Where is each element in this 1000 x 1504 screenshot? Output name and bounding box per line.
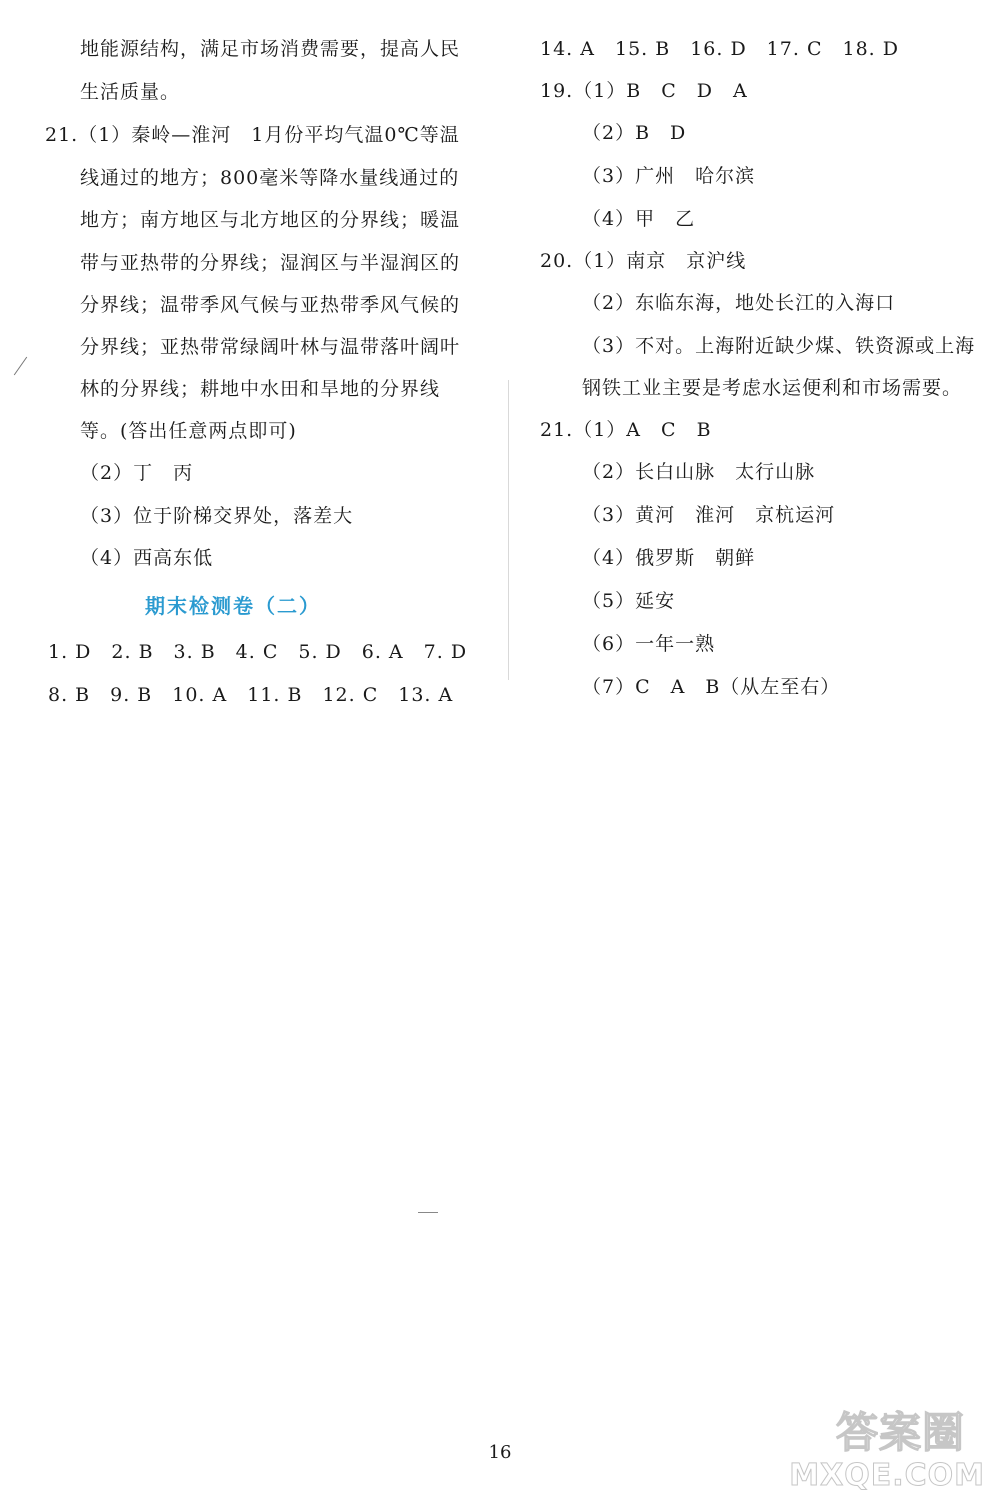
- right-line-10: 21.（1）A C B: [540, 419, 712, 441]
- left-line-11: （2）丁 丙: [80, 462, 194, 484]
- center-dash: [418, 1212, 438, 1213]
- left-line-13: （4）西高东低: [80, 547, 214, 569]
- right-line-3: （2）B D: [582, 122, 687, 144]
- margin-pencil-mark: [14, 357, 27, 376]
- right-line-9: 钢铁工业主要是考虑水运便利和市场需要。: [582, 377, 963, 399]
- right-line-12: （3）黄河 淮河 京杭运河: [582, 504, 836, 526]
- watermark-bottom-text: MXQE.COM: [789, 1458, 985, 1493]
- right-line-4: （3）广州 哈尔滨: [582, 165, 756, 187]
- left-line-2: 生活质量。: [80, 81, 181, 103]
- right-line-6: 20.（1）南京 京沪线: [540, 250, 747, 272]
- column-divider: [508, 380, 509, 680]
- right-line-14: （5）延安: [582, 590, 676, 612]
- left-line-4: 线通过的地方；800毫米等降水量线通过的: [80, 167, 460, 189]
- left-line-6: 带与亚热带的分界线；湿润区与半湿润区的: [80, 252, 461, 274]
- left-line-3: 21.（1）秦岭—淮河 1月份平均气温0℃等温: [45, 124, 460, 146]
- right-line-15: （6）一年一熟: [582, 633, 716, 655]
- left-line-8: 分界线；亚热带常绿阔叶林与温带落叶阔叶: [80, 336, 461, 358]
- watermark-logo: [789, 1400, 995, 1500]
- right-line-11: （2）长白山脉 太行山脉: [582, 461, 816, 483]
- right-line-8: （3）不对。上海附近缺少煤、铁资源或上海: [582, 335, 976, 357]
- page-number: 16: [488, 1442, 512, 1463]
- left-line-1: 地能源结构，满足市场消费需要，提高人民: [80, 38, 461, 60]
- left-line-12: （3）位于阶梯交界处，落差大: [80, 505, 354, 527]
- answers-row-2: 8. B 9. B 10. A 11. B 12. C 13. A: [48, 684, 454, 706]
- right-line-13: （4）俄罗斯 朝鲜: [582, 547, 756, 569]
- watermark-top-text: 答案圈: [835, 1408, 965, 1457]
- left-line-7: 分界线；温带季风气候与亚热带季风气候的: [80, 294, 461, 316]
- section-title: 期末检测卷（二）: [145, 594, 321, 618]
- left-line-5: 地方；南方地区与北方地区的分界线；暖温: [80, 209, 461, 231]
- right-line-1: 14. A 15. B 16. D 17. C 18. D: [540, 38, 899, 60]
- right-line-5: （4）甲 乙: [582, 208, 696, 230]
- left-line-9: 林的分界线；耕地中水田和旱地的分界线: [80, 378, 441, 400]
- left-line-10: 等。(答出任意两点即可): [80, 420, 297, 442]
- right-line-7: （2）东临东海，地处长江的入海口: [582, 292, 896, 314]
- right-line-16: （7）C A B（从左至右）: [582, 676, 841, 698]
- right-line-2: 19.（1）B C D A: [540, 80, 748, 102]
- answers-row-1: 1. D 2. B 3. B 4. C 5. D 6. A 7. D: [48, 641, 468, 663]
